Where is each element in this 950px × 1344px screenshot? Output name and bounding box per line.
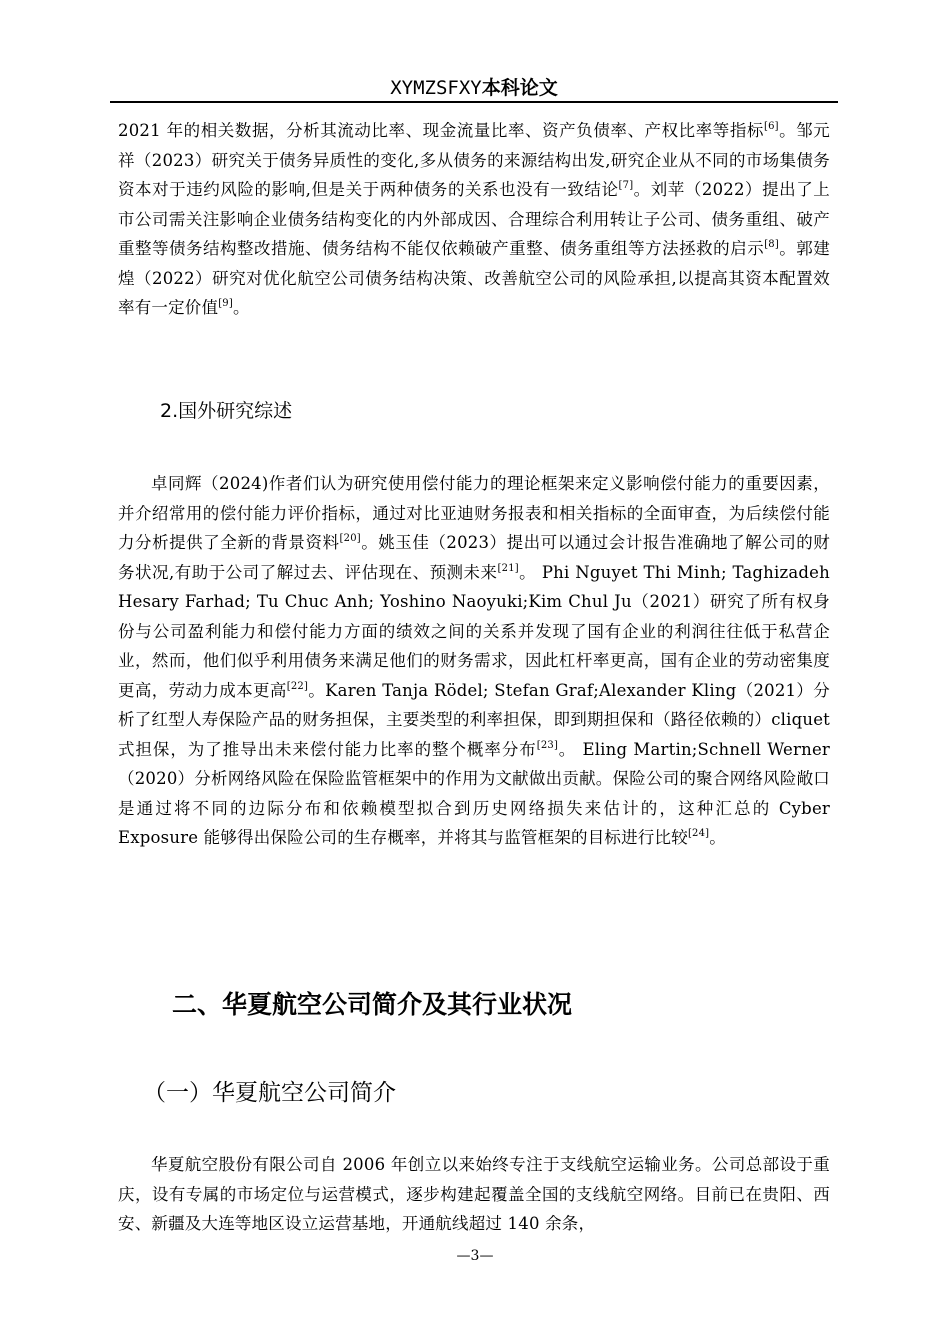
paragraph-foreign-review	[118, 469, 830, 853]
para2-text-5: 。 Eling Martin;Schnell Werner（2020）分析网络风险在保险监管框架中的作用为文献做出贡献。保险公司的聚合网络风险敞口是通过将不同的边际分布和依赖模型拟合到历史网络损失来估计的，这种汇总的 Cyber Exposure 能够得出保险公司的生存概率，并将其与监管框架的目标进行比较	[118, 739, 830, 847]
section-heading-company-intro: （一）华夏航空公司简介	[143, 1080, 396, 1106]
para1-text-4: 。郭建煌（2022）研究对优化航空公司债务结构决策、改善航空公司的风险承担,以提高其资本配置效率有一定价值	[118, 239, 830, 317]
running-header	[110, 74, 838, 102]
header-rule	[110, 101, 838, 103]
citation-20: [20]	[339, 533, 361, 544]
citation-9: [9]	[218, 298, 233, 309]
header-cn: 本科论文	[481, 77, 558, 99]
para2-text-4: 。Karen Tanja Rödel; Stefan Graf;Alexander Kling（2021）分析了红型人寿保险产品的财务担保，主要类型的利率担保，即到期担保和（路径依赖的）cliquet 式担保，为了推导出未来偿付能力比率的整个概率分布	[118, 680, 830, 759]
para2-text-1: 卓同辉（2024)作者们认为研究使用偿付能力的理论框架来定义影响偿付能力的重要因素，并介绍常用的偿付能力评价指标，通过对比亚迪财务报表和相关指标的全面审查，为后续偿付能力分析提供了全新的背景资料	[118, 474, 830, 552]
header-latin: XYMZSFXY	[390, 77, 482, 99]
para2-text-3: 。 Phi Nguyet Thi Minh; Taghizadeh Hesary Farhad; Tu Chuc Anh; Yoshino Naoyuki;Kim Chul Ju（2021）研究了所有权身份与公司盈利能力和偿付能力方面的绩效之间的关系并发现了国有企业的利润往往低于私营企业，然而，他们似乎利用债务来满足他们的财务需求，因此杠杆率更高，国有企业的劳动密集度更高，劳动力成本更高	[118, 562, 830, 700]
citation-22: [22]	[286, 680, 309, 692]
section-heading-foreign-review: 2.国外研究综述	[160, 400, 293, 422]
paragraph-domestic-review	[118, 116, 830, 323]
para3-text: 华夏航空股份有限公司自 2006 年创立以来始终专注于支线航空运输业务。公司总部设于重庆，设有专属的市场定位与运营模式，逐步构建起覆盖全国的支线航空网络。目前已在贵阳、西安、新疆及大连等地区设立运营基地，开通航线超过 140 余条，	[118, 1155, 830, 1233]
para2-text-2: 。姚玉佳（2023）提出可以通过会计报告准确地了解公司的财务状况,有助于公司了解过去、评估现在、预测未来	[118, 533, 830, 582]
citation-7: [7]	[618, 180, 634, 191]
para1-text-5: 。	[232, 298, 250, 317]
para2-text-6: 。	[709, 828, 726, 847]
citation-24: [24]	[687, 828, 710, 839]
citation-6: [6]	[764, 121, 779, 132]
para1-text-3: 。刘苹（2022）提出了上市公司需关注影响企业债务结构变化的内外部成因、合理综合利用转让子公司、债务重组、破产重整等债务结构整改措施、债务结构不能仅依赖破产重整、债务重组等方法拯救的启示	[118, 180, 831, 258]
chapter-heading: 二、华夏航空公司简介及其行业状况	[172, 990, 573, 1019]
page-number: —3—	[456, 1248, 494, 1264]
citation-21: [21]	[497, 562, 519, 574]
citation-8: [8]	[764, 239, 779, 250]
para1-text-1: 2021 年的相关数据，分析其流动比率、现金流量比率、资产负债率、产权比率等指标	[118, 121, 765, 140]
para1-text-2: 。邹元祥（2023）研究关于债务异质性的变化,多从债务的来源结构出发,研究企业从不同的市场集债务资本对于违约风险的影响,但是关于两种债务的关系也没有一致结论	[118, 121, 830, 199]
citation-23: [23]	[536, 739, 559, 751]
paragraph-company-intro	[118, 1150, 830, 1239]
